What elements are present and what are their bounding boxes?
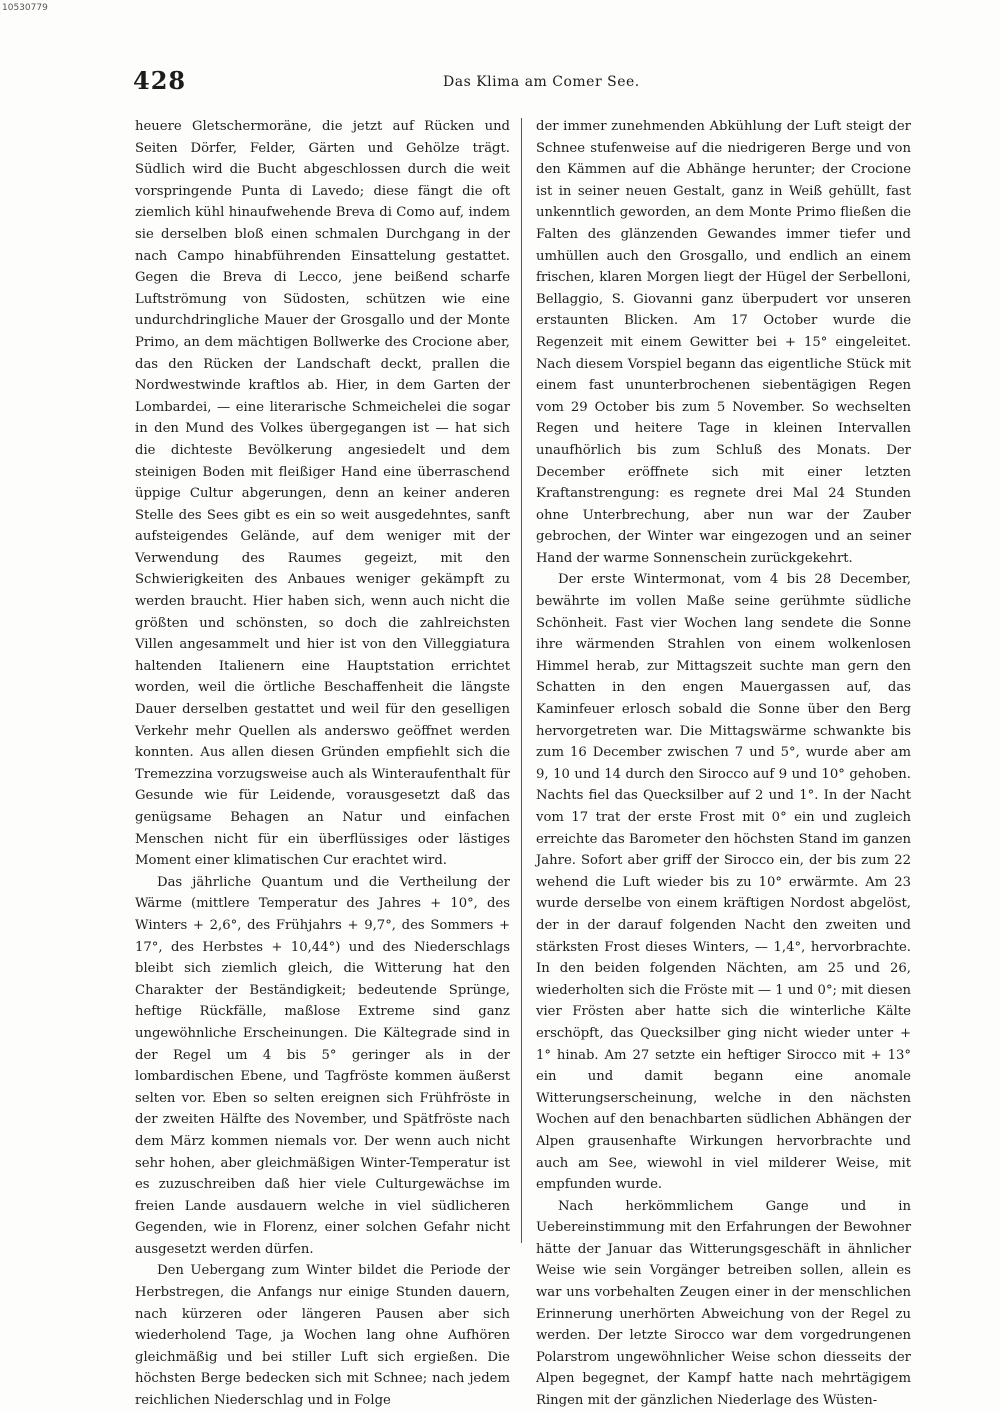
left-column <box>135 116 510 1412</box>
right-column <box>536 116 911 1412</box>
paragraph: heuere Gletschermoräne, die jetzt auf Rücken und Seiten Dörfer, Felder, Gärten und Gehölze trägt. Südlich wird die Bucht abgeschlossen durch die weit vorspringende Punta di Lavedo; diese fängt die oft ziemlich kühl hinaufwehende Breva di Como auf, indem sie derselben bloß einen schmalen Durchgang in der nach Campo hinabführenden Einsattelung gestattet. Gegen die Breva di Lecco, jene beißend scharfe Luftströmung von Südosten, schützen wie eine undurchdringliche Mauer der Grosgallo und der Monte Primo, an dem mächtigen Bollwerke des Crocione aber, das den Rücken der Landschaft deckt, prallen die Nordwestwinde kraftlos ab. Hier, in dem Garten der Lombardei, — eine literarische Schmeichelei die sogar in den Mund des Volkes übergegangen ist — hat sich die dichteste Bevölkerung angesiedelt und dem steinigen Boden mit fleißiger Hand eine überraschend üppige Cultur abgerungen, denn an keiner anderen Stelle des Sees gibt es ein so weit ausgedehntes, sanft aufsteigendes Gelände, auf dem weniger mit der Verwendung des Raumes gegeizt, mit den Schwierigkeiten des Anbaues weniger gekämpft zu werden braucht. Hier haben sich, wenn auch nicht die größten und schönsten, so doch die zahlreichsten Villen angesammelt und hier ist von den Villeggiatura haltenden Italienern eine Hauptstation errichtet worden, weil die örtliche Beschaffenheit die längste Dauer derselben gestattet und weil für den geselligen Verkehr mehr Quellen als anderswo geöffnet werden konnten. Aus allen diesen Gründen empfiehlt sich die Tremezzina vorzugsweise auch als Winteraufenthalt für Gesunde wie für Leidende, vorausgesetzt daß das genügsame Behagen an Natur und einfachen Menschen nicht für ein überflüssiges oder lästiges Moment einer klimatischen Cur erachtet wird. <box>135 119 510 869</box>
running-head: Das Klima am Comer See. <box>443 74 640 90</box>
paragraph: Der erste Wintermonat, vom 4 bis 28 December, bewährte im vollen Maße seine gerühmte südliche Schönheit. Fast vier Wochen lang sendete die Sonne ihre wärmenden Strahlen von einem wolkenlosen Himmel herab, zur Mittagszeit suchte man gern den Schatten in den engen Mauergassen auf, das Kaminfeuer erlosch sobald die Sonne über den Berg hervorgetreten war. Die Mittagswärme schwankte bis zum 16 December zwischen 7 und 5°, wurde aber am 9, 10 und 14 durch den Sirocco auf 9 und 10° gehoben. Nachts fiel das Quecksilber auf 2 und 1°. In der Nacht vom 17 trat der erste Frost mit 0° ein und zugleich erreichte das Barometer den höchsten Stand im ganzen Jahre. Sofort aber griff der Sirocco ein, der bis zum 22 wehend die Luft wieder bis zu 10° erwärmte. Am 23 wurde derselbe von einem kräftigen Nordost abgelöst, der in der darauf folgenden Nacht den zweiten und stärksten Frost dieses Winters, — 1,4°, hervorbrachte. In den beiden folgenden Nächten, am 25 und 26, wiederholten sich die Fröste mit — 1 und 0°; mit diesen vier Frösten aber hatte sich die winterliche Kälte erschöpft, das Quecksilber ging nicht wieder unter + 1° hinab. Am 27 setzte ein heftiger Sirocco mit + 13° ein und damit begann eine anomale Witterungserscheinung, welche in den nächsten Wochen auf den benachbarten südlichen Abhängen der Alpen grausenhafte Wirkungen hervorbrachte und auch am See, wiewohl in viel milderer Weise, mit empfunden wurde. <box>536 572 911 1193</box>
paragraph: Nach herkömmlichem Gange und in Uebereinstimmung mit den Erfahrungen der Bewohner hätte der Januar das Witterungsgeschäft in ähnlicher Weise wie sein Vorgänger betreiben sollen, allein es war uns vorbehalten Zeugen einer in der menschlichen Erinnerung unerhörten Abweichung von der Regel zu werden. Der letzte Sirocco war dem vorgedrungenen Polarstrom ungewöhnlicher Weise schon diesseits der Alpen begegnet, der Kampf hatte nach mehrtägigem Ringen mit der gänzlichen Niederlage des Wüsten- <box>536 1198 911 1409</box>
page-number: 428 <box>133 66 187 95</box>
paragraph: Das jährliche Quantum und die Vertheilung der Wärme (mittlere Temperatur des Jahres + 10°, des Winters + 2,6°, des Frühjahrs + 9,7°, des Sommers + 17°, des Herbstes + 10,44°) und des Niederschlags bleibt sich ziemlich gleich, die Witterung hat den Charakter der Beständigkeit; bedeutende Sprünge, heftige Rückfälle, maßlose Extreme sind ganz ungewöhnliche Erscheinungen. Die Kältegrade sind in der Regel um 4 bis 5° geringer als in der lombardischen Ebene, und Tagfröste kommen äußerst selten vor. Eben so selten ereignen sich Frühfröste in der zweiten Hälfte des November, und Spätfröste nach dem März kommen niemals vor. Der wenn auch nicht sehr hohen, aber gleichmäßigen Winter-Temperatur ist es zuzuschreiben daß hier viele Culturgewächse im freien Lande ausdauern welche in viel südlicheren Gegenden, wie in Florenz, einer solchen Gefahr nicht ausgesetzt werden dürfen. <box>135 874 510 1257</box>
scan-id: 10530779 <box>2 3 48 13</box>
paragraph: der immer zunehmenden Abkühlung der Luft steigt der Schnee stufenweise auf die niedrigeren Berge und von den Kämmen auf die Abhänge herunter; der Crocione ist in seiner neuen Gestalt, ganz in Weiß gehüllt, fast unkenntlich geworden, an dem Monte Primo fließen die Falten des glänzenden Gewandes immer tiefer und umhüllen auch den Grosgallo, und endlich an einem frischen, klaren Morgen liegt der Hügel der Serbelloni, Bellaggio, S. Giovanni ganz überpudert vor unseren erstaunten Blicken. Am 17 October wurde die Regenzeit mit einem Gewitter bei + 15° eingeleitet. Nach diesem Vorspiel begann das eigentliche Stück mit einem fast ununterbrochenen siebentägigen Regen vom 29 October bis zum 5 November. So wechselten Regen und heitere Tage in kleinen Intervallen unaufhörlich bis zum Schluß des Monats. Der December eröffnete sich mit einer letzten Kraftanstrengung: es regnete drei Mal 24 Stunden ohne Unterbrechung, aber nun war der Zauber gebrochen, der Winter war eingezogen und an seiner Hand der warme Sonnenschein zurückgekehrt. <box>536 119 911 566</box>
paragraph: Den Uebergang zum Winter bildet die Periode der Herbstregen, die Anfangs nur einige Stunden dauern, nach kürzeren oder längeren Pausen aber sich wiederholend Tage, ja Wochen lang ohne Aufhören gleichmäßig und bei stiller Luft sich ergießen. Die höchsten Berge bedecken sich mit Schnee; nach jedem reichlichen Niederschlag und in Folge <box>135 1263 510 1409</box>
column-divider <box>521 118 522 1243</box>
